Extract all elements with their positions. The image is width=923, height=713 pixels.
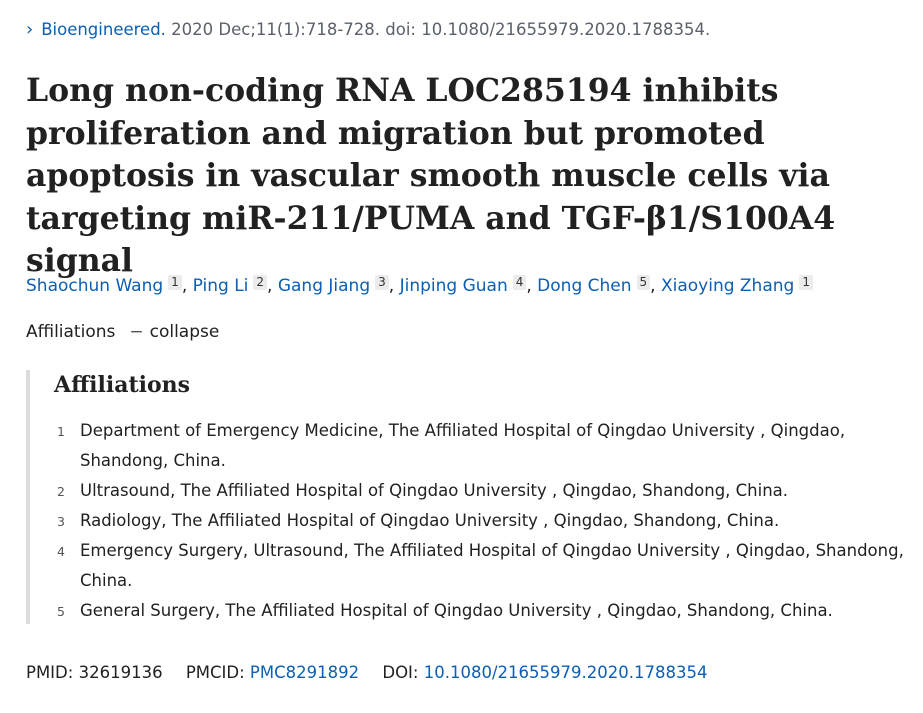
- collapse-icon: −: [129, 322, 144, 342]
- affiliation-number: 2: [57, 484, 65, 499]
- author-affiliation-badge[interactable]: 5: [637, 275, 651, 290]
- authors-list: Shaochun Wang 1 , Ping Li 2 , Gang Jiang 3 , Jinping Guan 4 , Dong Chen 5 , Xiaoying Zhang 1: [26, 275, 813, 296]
- doi-link[interactable]: 10.1080/21655979.2020.1788354: [423, 663, 708, 682]
- affiliation-text: General Surgery, The Affiliated Hospital of Qingdao University , Qingdao, Shandong, China.: [80, 601, 833, 620]
- affiliations-heading: Affiliations: [54, 372, 191, 398]
- author-link[interactable]: Dong Chen: [537, 276, 632, 296]
- pmcid-link[interactable]: PMC8291892: [249, 663, 360, 682]
- author-link[interactable]: Jinping Guan: [399, 276, 508, 296]
- pmid-value: 32619136: [78, 663, 163, 682]
- author-affiliation-badge[interactable]: 3: [375, 275, 389, 290]
- pmcid-label: PMCID:: [185, 663, 245, 682]
- article-title: Long non-coding RNA LOC285194 inhibits proliferation and migration but promoted apoptosis in vascular smooth muscle cells via targeting miR-211/PUMA and TGF-β1/S100A4 signal: [26, 72, 836, 279]
- author-affiliation-badge[interactable]: 2: [253, 275, 267, 290]
- affiliation-number: 5: [57, 604, 65, 619]
- affiliation-item: [30, 596, 910, 626]
- affiliation-number: 1: [57, 424, 65, 439]
- journal-link[interactable]: Bioengineered.: [41, 20, 166, 39]
- affiliation-number: 4: [57, 544, 65, 559]
- affiliations-list: [30, 416, 910, 626]
- doi-label: DOI:: [382, 663, 419, 682]
- author-affiliation-badge[interactable]: 1: [168, 275, 182, 290]
- affiliation-text: Radiology, The Affiliated Hospital of Qingdao University , Qingdao, Shandong, China.: [80, 511, 780, 530]
- citation-details: 2020 Dec;11(1):718-728. doi: 10.1080/21655979.2020.1788354.: [171, 20, 711, 39]
- author-link[interactable]: Gang Jiang: [277, 276, 371, 296]
- affiliation-text: Ultrasound, The Affiliated Hospital of Qingdao University , Qingdao, Shandong, China.: [80, 481, 789, 500]
- affiliation-item: [30, 506, 910, 536]
- affiliation-item: [30, 476, 910, 506]
- affiliations-toggle[interactable]: [26, 322, 219, 342]
- affiliations-toggle-label: Affiliations: [26, 322, 116, 342]
- affiliations-collapse-label: collapse: [149, 322, 220, 342]
- author-affiliation-badge[interactable]: 1: [799, 275, 813, 290]
- author-affiliation-badge[interactable]: 4: [513, 275, 527, 290]
- pmid-label: PMID:: [26, 663, 74, 682]
- journal-citation: [26, 19, 710, 40]
- chevron-right-icon[interactable]: ›: [26, 19, 34, 40]
- affiliation-item: [30, 536, 910, 596]
- author-link[interactable]: Xiaoying Zhang: [660, 276, 795, 296]
- affiliation-item: [30, 416, 910, 476]
- article-identifiers: [26, 663, 707, 682]
- affiliation-number: 3: [57, 514, 65, 529]
- affiliation-text: Department of Emergency Medicine, The Affiliated Hospital of Qingdao University , Qingdao, Shandong, China.: [80, 421, 846, 470]
- author-link[interactable]: Shaochun Wang: [26, 276, 164, 296]
- affiliation-text: Emergency Surgery, Ultrasound, The Affiliated Hospital of Qingdao University , Qingdao, Shandong, China.: [80, 541, 904, 590]
- author-link[interactable]: Ping Li: [192, 276, 249, 296]
- affiliations-panel: [26, 370, 910, 624]
